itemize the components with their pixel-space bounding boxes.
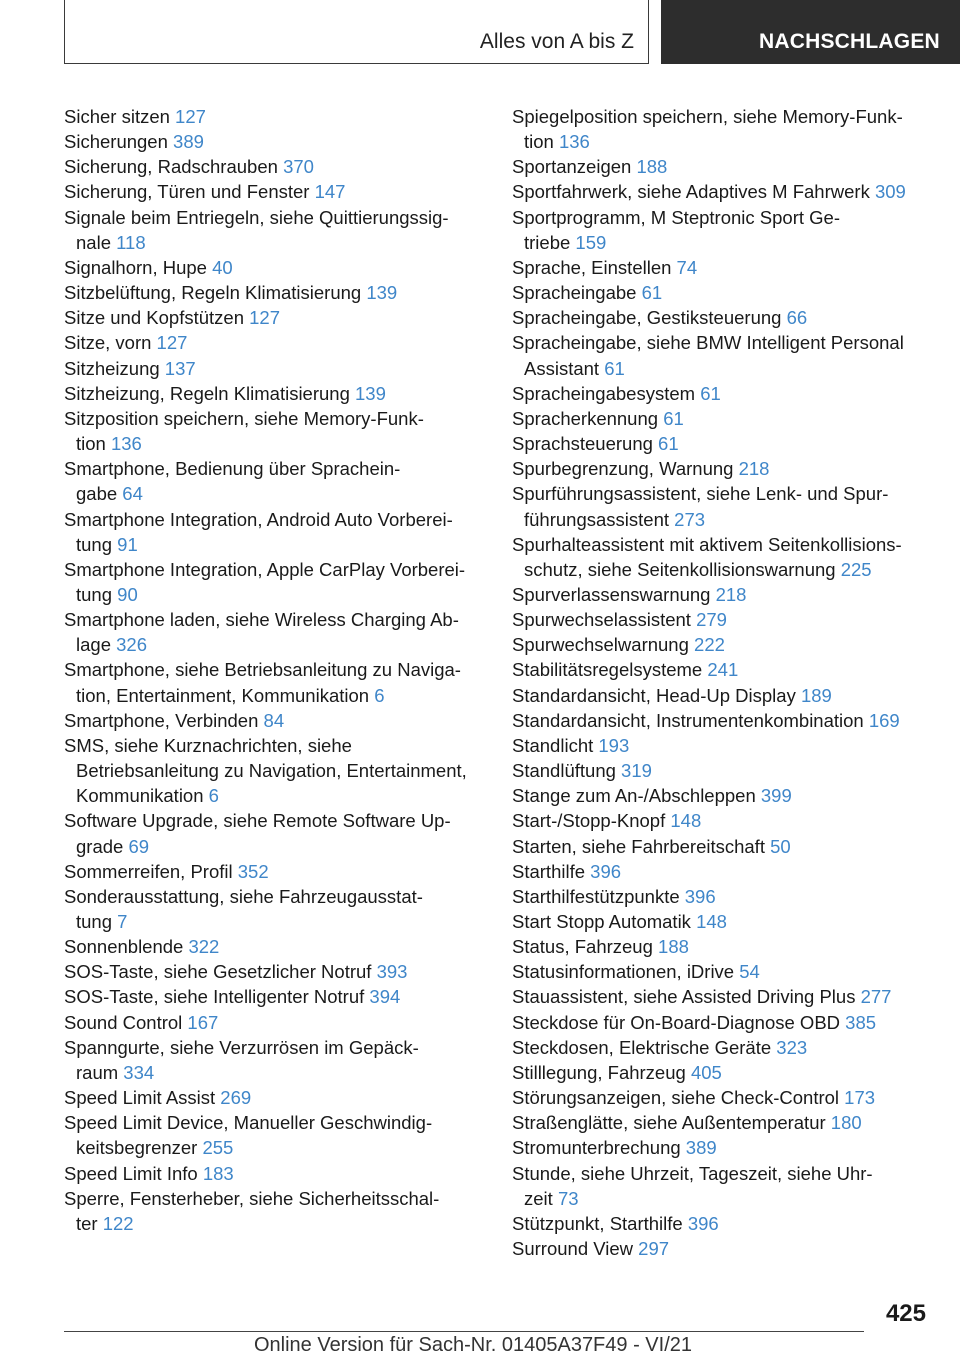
index-term: Speed Limit Info	[64, 1162, 198, 1184]
index-entry	[512, 859, 932, 884]
index-term: Sitze, vorn	[64, 332, 152, 354]
index-term: Sitzheizung, Regeln Klimatisierung	[64, 382, 350, 404]
index-entry	[512, 1060, 932, 1085]
index-page-link[interactable]: 136	[558, 131, 590, 153]
index-term: Spurführungsassistent, siehe Lenk- und Spur-	[512, 483, 889, 505]
index-entry	[64, 1085, 484, 1110]
index-entry	[64, 884, 484, 934]
index-entry	[512, 1110, 932, 1135]
index-page-link[interactable]: 180	[830, 1112, 862, 1134]
index-page-link[interactable]: 148	[670, 810, 702, 832]
index-term: Stilllegung, Fahrzeug	[512, 1061, 686, 1083]
index-term: Sonnenblende	[64, 936, 184, 958]
index-entry	[512, 280, 932, 305]
index-term: Standlicht	[512, 734, 594, 756]
header-chapter-title: NACHSCHLAGEN	[759, 30, 940, 53]
index-entry	[64, 129, 484, 154]
index-page-link[interactable]: 139	[355, 382, 386, 404]
index-term: ter	[76, 1212, 98, 1234]
index-entry	[512, 305, 932, 330]
index-term: Smartphone, siehe Betriebsanleitung zu Naviga-	[64, 659, 461, 681]
index-column-right	[512, 104, 932, 1261]
index-term: Sonderausstattung, siehe Fahrzeugausstat-	[64, 885, 423, 907]
index-term: Sportfahrwerk, siehe Adaptives M Fahrwerk	[512, 181, 870, 203]
index-term: Sportanzeigen	[512, 156, 632, 178]
index-page-link[interactable]: 159	[575, 231, 607, 253]
index-term: Speed Limit Assist	[64, 1087, 216, 1109]
index-term: Betriebsanleitung zu Navigation, Entertainment,	[76, 760, 467, 782]
index-entry	[64, 1161, 484, 1186]
index-entry	[64, 507, 484, 557]
index-page-link[interactable]: 326	[116, 634, 147, 656]
index-page-link[interactable]: 241	[707, 659, 739, 681]
index-term: Smartphone laden, siehe Wireless Charging Ab-	[64, 609, 459, 631]
index-page-link[interactable]: 385	[845, 1011, 877, 1033]
index-term: Sprachsteuerung	[512, 433, 653, 455]
index-term: Spracherkennung	[512, 407, 659, 429]
index-term: Signalhorn, Hupe	[64, 256, 207, 278]
index-entry	[512, 733, 932, 758]
index-page-link[interactable]: 61	[658, 433, 679, 455]
index-page-link[interactable]: 188	[658, 936, 689, 958]
index-page-link[interactable]: 352	[237, 860, 269, 882]
index-page-link[interactable]: 6	[208, 785, 219, 807]
index-page-link[interactable]: 255	[202, 1137, 234, 1159]
index-term: Sommerreifen, Profil	[64, 860, 233, 882]
index-term: Störungsanzeigen, siehe Check-Control	[512, 1087, 840, 1109]
index-page-link[interactable]: 370	[283, 156, 314, 178]
index-page-link[interactable]: 396	[590, 860, 622, 882]
index-term: Sitzbelüftung, Regeln Klimatisierung	[64, 282, 362, 304]
index-page-link[interactable]: 148	[696, 911, 727, 932]
index-page-link[interactable]: 188	[636, 156, 668, 178]
index-entry	[512, 884, 932, 909]
index-entry	[512, 657, 932, 682]
index-term: Stützpunkt, Starthilfe	[512, 1212, 683, 1234]
index-page-link[interactable]: 6	[374, 684, 385, 706]
index-page-link[interactable]: 297	[638, 1238, 670, 1260]
index-term: tion	[76, 433, 106, 455]
index-page-link[interactable]: 90	[117, 583, 138, 605]
index-term: Stromunterbrechung	[512, 1137, 681, 1159]
index-page-link[interactable]: 193	[598, 734, 630, 756]
index-term: grade	[76, 835, 124, 857]
index-entry	[512, 984, 932, 1009]
index-term: Sound Control	[64, 1011, 183, 1033]
index-term: Sicher sitzen	[64, 106, 170, 127]
index-term: raum	[76, 1061, 119, 1083]
index-entry	[512, 1161, 932, 1211]
index-page-link[interactable]: 73	[557, 1187, 579, 1209]
index-entry	[64, 255, 484, 280]
index-term: tung	[76, 911, 113, 932]
index-term: triebe	[524, 231, 571, 253]
index-entry	[512, 959, 932, 984]
index-entry	[64, 959, 484, 984]
index-entry	[64, 934, 484, 959]
index-page-link[interactable]: 218	[738, 458, 770, 480]
index-page-link[interactable]: 322	[188, 936, 220, 958]
index-page-link[interactable]: 61	[641, 282, 663, 304]
index-page-link[interactable]: 399	[760, 785, 792, 807]
index-term: Sitzheizung	[64, 357, 160, 379]
index-term: Spanngurte, siehe Verzurrösen im Gepäck-	[64, 1036, 419, 1058]
index-page-link[interactable]: 40	[212, 256, 233, 278]
index-term: gabe	[76, 483, 118, 505]
index-entry	[512, 179, 932, 204]
index-page-link[interactable]: 183	[202, 1162, 234, 1184]
index-page-link[interactable]: 127	[156, 332, 188, 354]
index-entry	[64, 607, 484, 657]
index-page-link[interactable]: 127	[249, 307, 280, 329]
index-entry	[64, 305, 484, 330]
index-term: Kommunikation	[76, 785, 204, 807]
index-page-link[interactable]: 167	[187, 1011, 219, 1033]
index-page-link[interactable]: 118	[116, 231, 146, 253]
index-entry	[64, 1010, 484, 1035]
index-page-link[interactable]: 91	[117, 533, 138, 555]
index-term: Spracheingabe, Gestiksteuerung	[512, 307, 782, 329]
index-page-link[interactable]: 139	[366, 282, 398, 304]
index-term: Sicherung, Radschrauben	[64, 156, 278, 178]
index-page-link[interactable]: 147	[314, 181, 346, 203]
index-entry	[512, 934, 932, 959]
index-page-link[interactable]: 61	[700, 382, 721, 404]
index-page-link[interactable]: 127	[175, 106, 206, 127]
index-page-link[interactable]: 66	[786, 307, 808, 329]
index-term: Sitze und Kopfstützen	[64, 307, 244, 329]
index-entry	[512, 255, 932, 280]
index-entry	[512, 1010, 932, 1035]
footer-text: Online Version für Sach-Nr. 01405A37F49 - VI/21	[253, 1334, 692, 1356]
index-term: nale	[76, 231, 111, 253]
index-term: Steckdosen, Elektrische Geräte	[512, 1036, 772, 1058]
index-term: Sperre, Fensterheber, siehe Sicherheitsschal-	[64, 1187, 440, 1209]
index-entry	[64, 557, 484, 607]
index-entry	[512, 1035, 932, 1060]
index-page-link[interactable]: 396	[684, 885, 716, 907]
index-entry	[64, 984, 484, 1009]
index-term: Spracheingabe, siehe BMW Intelligent Personal	[512, 332, 904, 354]
index-page-link[interactable]: 84	[263, 709, 285, 731]
index-page-link[interactable]: 137	[164, 357, 196, 379]
index-entry	[512, 909, 932, 934]
index-page-link[interactable]: 273	[674, 508, 706, 530]
index-page-link[interactable]: 189	[800, 684, 832, 706]
index-page-link[interactable]: 393	[376, 961, 408, 983]
index-entry	[512, 1085, 932, 1110]
index-term: Software Upgrade, siehe Remote Software Up-	[64, 810, 451, 832]
index-page-link[interactable]: 173	[844, 1087, 876, 1109]
index-term: Sicherungen	[64, 131, 168, 153]
index-term: tung	[76, 583, 113, 605]
index-page-link[interactable]: 277	[860, 986, 892, 1008]
index-page-link[interactable]: 222	[694, 634, 725, 656]
index-entry	[512, 1236, 932, 1261]
index-term: Status, Fahrzeug	[512, 936, 653, 958]
index-term: Surround View	[512, 1238, 634, 1260]
index-entry	[512, 708, 932, 733]
index-entry	[64, 708, 484, 733]
index-term: Spurwechselassistent	[512, 609, 691, 631]
index-entry	[512, 607, 932, 632]
index-term: keitsbegrenzer	[76, 1137, 198, 1159]
index-term: Steckdose für On-Board-Diagnose OBD	[512, 1011, 841, 1033]
index-page-link[interactable]: 309	[874, 181, 906, 203]
index-page-link[interactable]: 405	[690, 1061, 722, 1083]
index-entry	[512, 431, 932, 456]
index-entry	[512, 205, 932, 255]
header-section-box	[64, 0, 649, 64]
index-entry	[64, 733, 484, 808]
index-entry	[512, 582, 932, 607]
index-entry	[64, 280, 484, 305]
index-entry	[64, 205, 484, 255]
index-term: Statusinformationen, iDrive	[512, 961, 735, 983]
index-page-link[interactable]: 389	[173, 131, 204, 153]
index-term: Spurverlassenswarnung	[512, 583, 711, 605]
index-term: Sicherung, Türen und Fenster	[64, 181, 310, 203]
index-term: führungsassistent	[524, 508, 670, 530]
index-term: Starten, siehe Fahrbereitschaft	[512, 835, 765, 857]
index-term: Assistant	[524, 357, 600, 379]
index-term: SMS, siehe Kurznachrichten, siehe	[64, 734, 352, 756]
index-term: Smartphone, Verbinden	[64, 709, 259, 731]
index-term: SOS-Taste, siehe Intelligenter Notruf	[64, 986, 365, 1008]
index-entry	[512, 683, 932, 708]
index-term: Standardansicht, Instrumentenkombination	[512, 709, 864, 731]
index-page-link[interactable]: 218	[715, 583, 747, 605]
index-term: Start-/Stopp-Knopf	[512, 810, 666, 832]
index-page-link[interactable]: 136	[110, 433, 142, 455]
index-entry	[512, 1135, 932, 1160]
index-entry	[64, 456, 484, 506]
index-entry	[64, 356, 484, 381]
index-term: Smartphone, Bedienung über Sprachein-	[64, 458, 401, 480]
index-term: Spurhalteassistent mit aktivem Seitenkollisions-	[512, 533, 902, 555]
index-page-link[interactable]: 389	[685, 1137, 717, 1159]
index-entry	[512, 758, 932, 783]
index-entry	[512, 104, 932, 154]
index-page-link[interactable]: 61	[604, 357, 625, 379]
index-entry	[64, 1186, 484, 1236]
index-term: Stunde, siehe Uhrzeit, Tageszeit, siehe Uhr-	[512, 1162, 873, 1184]
index-page-link[interactable]: 64	[122, 483, 143, 505]
index-term: Sprache, Einstellen	[512, 256, 672, 278]
index-term: Spracheingabesystem	[512, 382, 696, 404]
index-page-link[interactable]: 334	[123, 1061, 155, 1083]
index-entry	[64, 1035, 484, 1085]
header-chapter-box	[661, 0, 960, 64]
index-entry	[512, 381, 932, 406]
index-page-link[interactable]: 323	[776, 1036, 808, 1058]
index-term: tion	[524, 131, 554, 153]
index-term: Sitzposition speichern, siehe Memory-Funk-	[64, 407, 424, 429]
index-entry	[64, 104, 484, 129]
index-term: Straßenglätte, siehe Außentemperatur	[512, 1112, 826, 1134]
index-entry	[512, 406, 932, 431]
index-entry	[64, 808, 484, 858]
index-term: Spurwechselwarnung	[512, 634, 689, 656]
index-term: Stabilitätsregelsysteme	[512, 659, 703, 681]
index-entry	[64, 859, 484, 884]
index-entry	[64, 154, 484, 179]
index-term: Smartphone Integration, Android Auto Vorberei-	[64, 508, 453, 530]
index-term: Stauassistent, siehe Assisted Driving Plus	[512, 986, 856, 1008]
page-number: 425	[885, 1300, 926, 1327]
index-term: Stange zum An-/Abschleppen	[512, 785, 756, 807]
index-entry	[512, 834, 932, 859]
index-page-link[interactable]: 269	[220, 1087, 252, 1109]
index-term: SOS-Taste, siehe Gesetzlicher Notruf	[64, 961, 372, 983]
index-page-link[interactable]: 396	[687, 1212, 719, 1234]
index-term: Speed Limit Device, Manueller Geschwindig-	[64, 1112, 433, 1134]
index-term: Starthilfestützpunkte	[512, 885, 680, 907]
index-entry	[64, 381, 484, 406]
index-entry	[512, 783, 932, 808]
index-page-link[interactable]: 7	[117, 911, 128, 932]
index-term: zeit	[524, 1187, 553, 1209]
index-page-link[interactable]: 54	[739, 961, 760, 983]
index-page-link[interactable]: 279	[696, 609, 727, 631]
index-term: Spurbegrenzung, Warnung	[512, 458, 734, 480]
index-term: Sportprogramm, M Steptronic Sport Ge-	[512, 206, 840, 228]
index-term: tion, Entertainment, Kommunikation	[76, 684, 370, 706]
index-entry	[512, 532, 932, 582]
index-term: Signale beim Entriegeln, siehe Quittierungssig-	[64, 206, 449, 228]
index-entry	[64, 657, 484, 707]
index-term: Spracheingabe	[512, 282, 637, 304]
index-entry	[64, 179, 484, 204]
index-entry	[512, 1211, 932, 1236]
index-page-link[interactable]: 319	[621, 760, 652, 782]
index-entry	[512, 481, 932, 531]
index-page-link[interactable]: 122	[102, 1212, 134, 1234]
index-term: tung	[76, 533, 113, 555]
index-column-left	[64, 104, 484, 1236]
index-term: Standardansicht, Head-Up Display	[512, 684, 796, 706]
index-page-link[interactable]: 169	[868, 709, 900, 731]
footer-divider	[64, 1331, 864, 1332]
index-entry	[512, 808, 932, 833]
index-entry	[512, 456, 932, 481]
index-page-link[interactable]: 50	[770, 835, 791, 857]
index-term: Spiegelposition speichern, siehe Memory-Funk-	[512, 106, 903, 127]
index-term: Smartphone Integration, Apple CarPlay Vorberei-	[64, 558, 466, 580]
index-page-link[interactable]: 394	[369, 986, 401, 1008]
index-page-link[interactable]: 69	[128, 835, 150, 857]
index-entry	[64, 330, 484, 355]
index-term: Starthilfe	[512, 860, 586, 882]
index-entry	[512, 154, 932, 179]
index-entry	[512, 632, 932, 657]
index-entry	[64, 1110, 484, 1160]
index-page-link[interactable]: 61	[663, 407, 684, 429]
header-section-title: Alles von A bis Z	[479, 30, 634, 53]
index-entry	[64, 406, 484, 456]
index-page-link[interactable]: 74	[676, 256, 698, 278]
index-term: schutz, siehe Seitenkollisionswarnung	[524, 558, 836, 580]
index-term: Standlüftung	[512, 760, 616, 782]
index-term: lage	[76, 634, 111, 656]
index-term: Start Stopp Automatik	[512, 911, 691, 932]
index-page-link[interactable]: 225	[840, 558, 872, 580]
index-entry	[512, 330, 932, 380]
